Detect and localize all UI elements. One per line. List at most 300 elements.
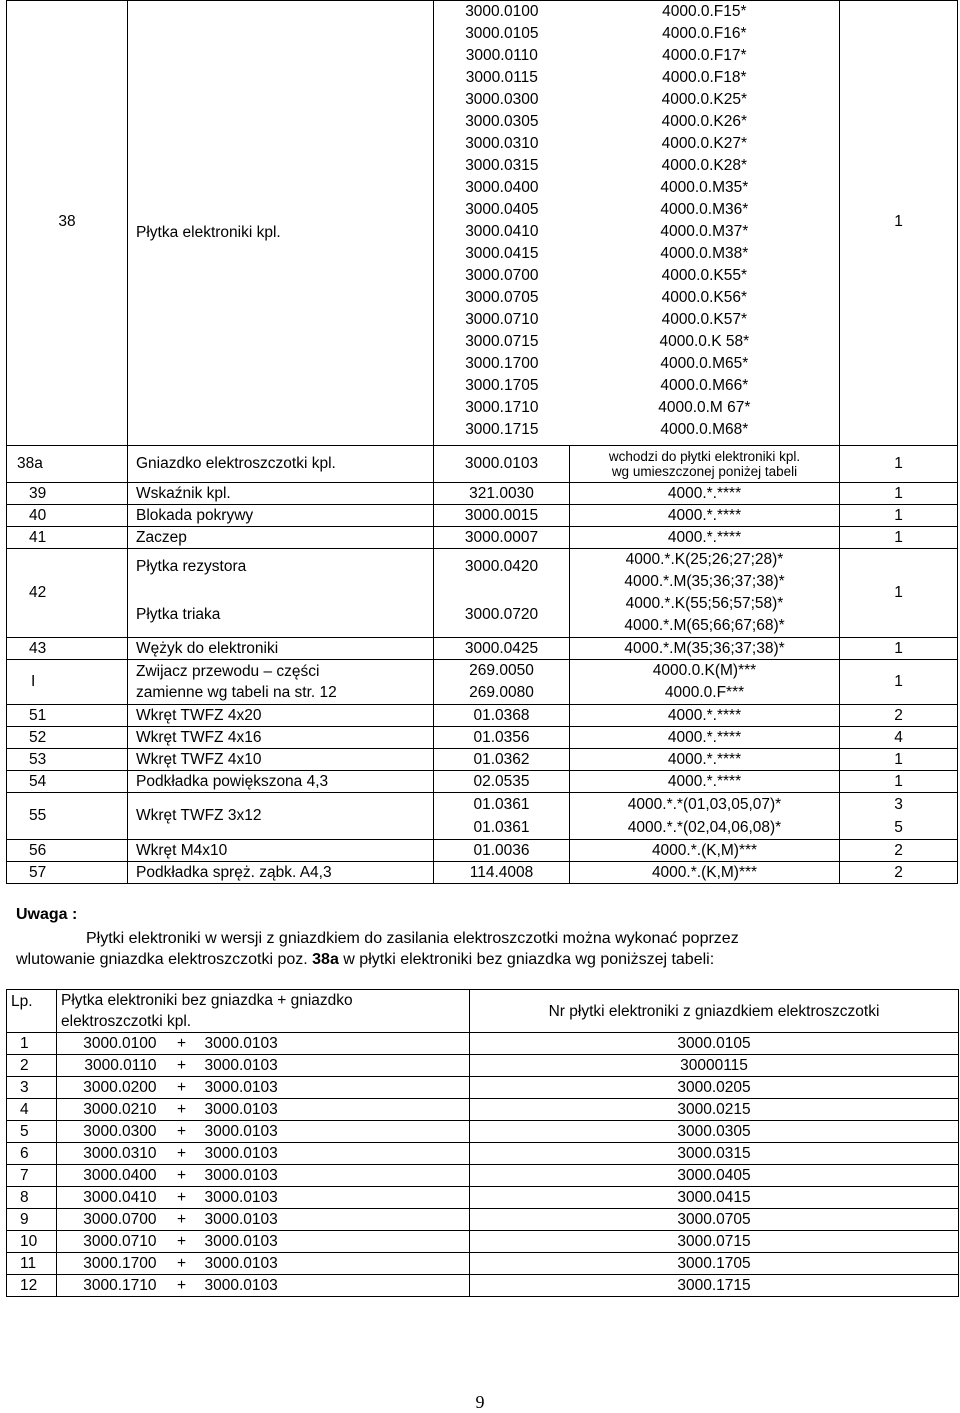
row-no-text: 55 (29, 807, 47, 824)
conversion-row (7, 1165, 959, 1187)
qty (840, 638, 958, 660)
row-no (7, 862, 128, 884)
code-list (434, 1, 840, 446)
lp (7, 1033, 57, 1055)
ref: 4000.0.K 58* (659, 333, 750, 350)
code-2: 3000.0720 (464, 606, 539, 623)
board-code-text: 3000.0200 (83, 1079, 157, 1096)
plus-text: + (176, 1167, 187, 1184)
code (434, 483, 570, 505)
note-line-1: Płytki elektroniki w wersji z gniazdkiem do zasilania elektroszczotki można wykonać poprzez (86, 930, 739, 947)
conversion-row (7, 1231, 959, 1253)
item-name-text: Podkładka powiększona 4,3 (136, 772, 329, 790)
conversion-row (7, 1077, 959, 1099)
ref-2: 4000.0.F*** (664, 684, 745, 701)
ref-1: 4000.*.*(01,03,05,07)* (627, 796, 782, 813)
qty-text: 2 (894, 841, 903, 859)
board-code (57, 1121, 159, 1143)
row-no (7, 840, 128, 862)
socket-code (205, 1033, 470, 1055)
lp (7, 1099, 57, 1121)
result-code-text: 3000.0705 (677, 1211, 751, 1228)
socket-code-text: 3000.0103 (204, 1233, 278, 1250)
qty-text: 1 (894, 639, 903, 657)
qty-text: 1 (894, 213, 903, 230)
plus-sign (159, 1275, 205, 1297)
qty (840, 793, 958, 840)
code-pair (434, 375, 839, 397)
note-text (16, 928, 946, 970)
row-no (7, 660, 128, 705)
socket-code (205, 1187, 470, 1209)
conversion-row (7, 1187, 959, 1209)
ref-text: 4000.*.**** (667, 528, 742, 546)
header-lp: Lp. (7, 990, 57, 1033)
item-name (128, 771, 434, 793)
ref-text: 4000.*.**** (667, 484, 742, 502)
lp-text: 9 (20, 1211, 29, 1228)
result-code (470, 1143, 959, 1165)
plus-text: + (176, 1035, 187, 1052)
row-no-text: 57 (29, 863, 47, 881)
item-name-text: Płytka elektroniki kpl. (136, 224, 281, 241)
item-name-text: Wkręt M4x10 (136, 841, 228, 859)
result-code-text: 3000.1705 (677, 1255, 751, 1272)
ref (570, 527, 840, 549)
row-55 (7, 793, 958, 840)
code-text: 3000.0103 (464, 455, 539, 472)
board-code (57, 1275, 159, 1297)
board-code-text: 3000.1700 (83, 1255, 157, 1272)
ref: 4000.0.F18* (662, 69, 747, 86)
lp-text: 10 (20, 1233, 38, 1250)
plus-sign (159, 1165, 205, 1187)
row-no-text: 38a (17, 455, 43, 472)
code (434, 660, 570, 705)
qty-text: 2 (894, 706, 903, 724)
socket-code-text: 3000.0103 (204, 1101, 278, 1118)
result-code-text: 3000.0405 (677, 1167, 751, 1184)
ref-2b: 4000.*.M(65;66;67;68)* (624, 617, 785, 634)
ref-1a: 4000.*.K(25;26;27;28)* (625, 551, 784, 568)
row-38 (7, 1, 958, 446)
code-pair (434, 67, 839, 89)
name-2: zamienne wg tabeli na str. 12 (136, 684, 337, 701)
lp (7, 1253, 57, 1275)
ref-note (570, 446, 840, 483)
code-text: 01.0368 (473, 706, 530, 724)
plus-sign (159, 1077, 205, 1099)
code: 3000.0715 (465, 333, 539, 350)
item-name (128, 862, 434, 884)
conversion-row (7, 1209, 959, 1231)
ref: 4000.0.K26* (661, 113, 747, 130)
row-no (7, 749, 128, 771)
plus-sign (159, 1209, 205, 1231)
table-row (7, 840, 958, 862)
ref-2a: 4000.*.K(55;56;57;58)* (625, 595, 784, 612)
code-pair (434, 23, 839, 45)
item-name (128, 749, 434, 771)
qty-text: 4 (894, 728, 903, 746)
lp-text: 11 (20, 1255, 37, 1272)
socket-code (205, 1165, 470, 1187)
result-code-text: 3000.0305 (677, 1123, 751, 1140)
ref: 4000.0.F17* (662, 47, 747, 64)
board-code-text: 3000.0710 (83, 1233, 157, 1250)
row-no (7, 446, 128, 483)
plus-text: + (176, 1255, 187, 1272)
ref: 4000.0.M36* (660, 201, 749, 218)
ref: 4000.0.F15* (662, 3, 747, 20)
note-line-2c: w płytki elektroniki bez gniazdka wg poniższej tabeli: (338, 951, 715, 968)
result-code-text: 3000.0715 (677, 1233, 751, 1250)
ref-text: 4000.*.**** (667, 772, 742, 790)
board-code (57, 1165, 159, 1187)
result-code (470, 1275, 959, 1297)
qty-1: 3 (894, 796, 903, 813)
ref-text: 4000.*.**** (667, 728, 742, 746)
item-name (128, 446, 434, 483)
socket-code (205, 1099, 470, 1121)
row-no-text: 52 (29, 728, 47, 746)
board-code (57, 1077, 159, 1099)
code-pair (434, 243, 839, 265)
ref (570, 660, 840, 705)
lp (7, 1209, 57, 1231)
code-pair (434, 155, 839, 177)
ref-text: 4000.*.M(35;36;37;38)* (624, 639, 785, 657)
socket-code (205, 1143, 470, 1165)
code-pair (434, 111, 839, 133)
qty (840, 505, 958, 527)
socket-code-text: 3000.0103 (204, 1079, 278, 1096)
table-row (7, 749, 958, 771)
code-pair (434, 265, 839, 287)
note-title: Uwaga : (16, 906, 78, 923)
ref: 4000.0.M38* (660, 245, 749, 262)
result-code (470, 1165, 959, 1187)
ref: 4000.0.K55* (661, 267, 747, 284)
code: 3000.0310 (465, 135, 539, 152)
row-no-text: 38 (58, 213, 76, 230)
item-name (128, 638, 434, 660)
conversion-row (7, 1055, 959, 1077)
plus-text: + (176, 1233, 187, 1250)
code: 3000.0410 (465, 223, 539, 240)
result-code (470, 1077, 959, 1099)
item-name (128, 705, 434, 727)
socket-code (205, 1275, 470, 1297)
plus-sign (159, 1099, 205, 1121)
code-pair (434, 1, 839, 23)
plus-text: + (176, 1211, 187, 1228)
qty (840, 446, 958, 483)
ref (570, 727, 840, 749)
item-name-text: Wkręt TWFZ 3x12 (136, 807, 262, 824)
row-no (7, 771, 128, 793)
result-code-text: 3000.0315 (677, 1145, 751, 1162)
ref (570, 549, 840, 638)
code-text: 114.4008 (469, 863, 534, 881)
code (434, 771, 570, 793)
code-1: 3000.0420 (464, 558, 539, 575)
socket-code (205, 1121, 470, 1143)
item-name-text: Zaczep (136, 528, 187, 546)
header-board-without-socket (57, 990, 470, 1033)
conversion-row (7, 1143, 959, 1165)
ref (570, 483, 840, 505)
ref (570, 771, 840, 793)
row-no (7, 549, 128, 638)
board-code (57, 1209, 159, 1231)
row-no-text: 51 (29, 706, 47, 724)
plus-sign (159, 1253, 205, 1275)
code-1: 01.0361 (473, 796, 530, 813)
row-no-text: 54 (29, 772, 47, 790)
result-code-text: 3000.0105 (677, 1035, 751, 1052)
ref (570, 505, 840, 527)
board-code-text: 3000.0210 (83, 1101, 157, 1118)
plus-sign (159, 1055, 205, 1077)
code-pair (434, 45, 839, 67)
ref-text: 4000.*.**** (667, 506, 742, 524)
code-pair (434, 309, 839, 331)
plus-sign (159, 1143, 205, 1165)
qty (840, 527, 958, 549)
code: 3000.0415 (465, 245, 539, 262)
code (434, 549, 570, 638)
conversion-row (7, 1121, 959, 1143)
code (434, 793, 570, 840)
board-code (57, 1231, 159, 1253)
code: 3000.0305 (465, 113, 539, 130)
page-number: 9 (475, 1392, 485, 1412)
code-pair (434, 287, 839, 309)
code-text: 3000.0425 (464, 639, 539, 657)
qty-text: 1 (894, 584, 903, 601)
code-pair (434, 419, 839, 441)
qty (840, 660, 958, 705)
ref: 4000.0.M65* (660, 355, 749, 372)
ref: 4000.0.M 67* (658, 399, 751, 416)
ref-2: 4000.*.*(02,04,06,08)* (627, 819, 782, 836)
code: 3000.1705 (465, 377, 539, 394)
note-line-a: wchodzi do płytki elektroniki kpl. (608, 449, 801, 464)
code-1: 269.0050 (469, 662, 534, 679)
socket-code-text: 3000.0103 (204, 1057, 278, 1074)
code: 3000.0110 (465, 47, 538, 64)
row-no (7, 638, 128, 660)
ref (570, 862, 840, 884)
ref: 4000.0.K25* (661, 91, 747, 108)
qty-text: 1 (894, 506, 903, 524)
plus-text: + (176, 1057, 187, 1074)
code: 3000.0100 (465, 3, 539, 20)
socket-code (205, 1231, 470, 1253)
item-name-text: Wskaźnik kpl. (136, 484, 231, 502)
result-code (470, 1253, 959, 1275)
code: 3000.0105 (465, 25, 539, 42)
item-name (128, 527, 434, 549)
plus-text: + (176, 1101, 187, 1118)
board-code (57, 1253, 159, 1275)
code (434, 749, 570, 771)
code (434, 505, 570, 527)
row-42 (7, 549, 958, 638)
lp (7, 1055, 57, 1077)
code-2: 01.0361 (473, 819, 530, 836)
ref (570, 840, 840, 862)
ref: 4000.0.K27* (661, 135, 747, 152)
result-code (470, 1187, 959, 1209)
socket-code-text: 3000.0103 (204, 1211, 278, 1228)
conversion-row (7, 1275, 959, 1297)
header-col2-line2: elektroszczotki kpl. (61, 1013, 192, 1030)
qty (840, 727, 958, 749)
note-line-2 (16, 949, 946, 970)
plus-text: + (176, 1277, 187, 1294)
parts-table-body (7, 1, 958, 884)
row-no (7, 1, 128, 446)
code (434, 862, 570, 884)
code-2: 269.0080 (469, 684, 534, 701)
plus-sign (159, 1231, 205, 1253)
row-no-text: 39 (29, 484, 47, 502)
code-text: 3000.0007 (464, 528, 539, 546)
result-code (470, 1231, 959, 1253)
board-code (57, 1143, 159, 1165)
item-name (128, 660, 434, 705)
conversion-header-row (7, 990, 959, 1033)
code: 3000.1710 (465, 399, 539, 416)
lp-text: 1 (20, 1035, 29, 1052)
conversion-row (7, 1253, 959, 1275)
item-name-text: Wkręt TWFZ 4x10 (136, 750, 262, 768)
qty (840, 749, 958, 771)
code (434, 840, 570, 862)
board-code (57, 1055, 159, 1077)
qty-2: 5 (894, 819, 903, 836)
socket-code-text: 3000.0103 (204, 1167, 278, 1184)
ref (570, 793, 840, 840)
plus-text: + (176, 1123, 187, 1140)
board-code-text: 3000.0410 (83, 1189, 157, 1206)
ref-text: 4000.*.(K,M)*** (651, 841, 758, 859)
lp (7, 1143, 57, 1165)
lp (7, 1187, 57, 1209)
board-code-text: 3000.0310 (83, 1145, 157, 1162)
code (434, 727, 570, 749)
ref: 4000.0.M66* (660, 377, 749, 394)
ref: 4000.0.K56* (661, 289, 747, 306)
row-I (7, 660, 958, 705)
qty-text: 1 (894, 673, 903, 690)
code-pair (434, 221, 839, 243)
lp-text: 5 (20, 1123, 29, 1140)
code: 3000.0400 (465, 179, 539, 196)
code-text: 01.0036 (473, 841, 530, 859)
plus-sign (159, 1033, 205, 1055)
ref: 4000.0.K28* (661, 157, 747, 174)
note-line-2a: wlutowanie gniazdka elektroszczotki poz. (16, 951, 313, 968)
item-name-text: Gniazdko elektroszczotki kpl. (136, 455, 336, 472)
socket-code (205, 1055, 470, 1077)
lp (7, 1231, 57, 1253)
lp (7, 1121, 57, 1143)
name-2: Płytka triaka (136, 606, 221, 623)
code: 3000.0705 (465, 289, 539, 306)
socket-code-text: 3000.0103 (204, 1189, 278, 1206)
table-row (7, 527, 958, 549)
code-text: 01.0356 (473, 728, 530, 746)
item-name (128, 549, 434, 638)
lp-text: 3 (20, 1079, 29, 1096)
socket-code (205, 1209, 470, 1231)
socket-code-text: 3000.0103 (204, 1035, 278, 1052)
qty (840, 705, 958, 727)
qty (840, 1, 958, 446)
code (434, 527, 570, 549)
conversion-table (6, 989, 959, 1297)
plus-sign (159, 1187, 205, 1209)
row-no-text: 56 (29, 841, 47, 859)
code (434, 638, 570, 660)
header-col2-line1: Płytka elektroniki bez gniazdka + gniazdko (61, 992, 353, 1009)
board-code-text: 3000.0700 (83, 1211, 157, 1228)
qty (840, 840, 958, 862)
lp-text: 12 (20, 1277, 38, 1294)
item-name (128, 483, 434, 505)
code: 3000.0700 (465, 267, 539, 284)
result-code (470, 1099, 959, 1121)
table-row (7, 483, 958, 505)
qty-text: 2 (894, 863, 903, 881)
ref-text: 4000.*.**** (667, 706, 742, 724)
table-row (7, 505, 958, 527)
qty (840, 549, 958, 638)
lp (7, 1077, 57, 1099)
ref (570, 638, 840, 660)
code: 3000.0405 (465, 201, 539, 218)
code-text: 3000.0015 (464, 506, 539, 524)
row-38a (7, 446, 958, 483)
lp-text: 6 (20, 1145, 29, 1162)
code: 3000.0315 (465, 157, 539, 174)
note-ref-38a: 38a (312, 951, 339, 968)
row-no-text: 42 (29, 584, 47, 601)
ref-text: 4000.*.**** (667, 750, 742, 768)
result-code (470, 1209, 959, 1231)
qty-text: 1 (894, 455, 903, 472)
ref-1b: 4000.*.M(35;36;37;38)* (624, 573, 785, 590)
code-pair (434, 199, 839, 221)
result-code-text: 3000.0205 (677, 1079, 751, 1096)
row-no (7, 727, 128, 749)
table-row (7, 727, 958, 749)
row-no (7, 527, 128, 549)
item-name (128, 793, 434, 840)
board-code (57, 1187, 159, 1209)
plus-text: + (176, 1079, 187, 1096)
board-code (57, 1033, 159, 1055)
name-1: Płytka rezystora (136, 558, 247, 575)
parts-table (6, 0, 958, 884)
lp (7, 1165, 57, 1187)
ref (570, 749, 840, 771)
row-no (7, 705, 128, 727)
code-pair (434, 353, 839, 375)
